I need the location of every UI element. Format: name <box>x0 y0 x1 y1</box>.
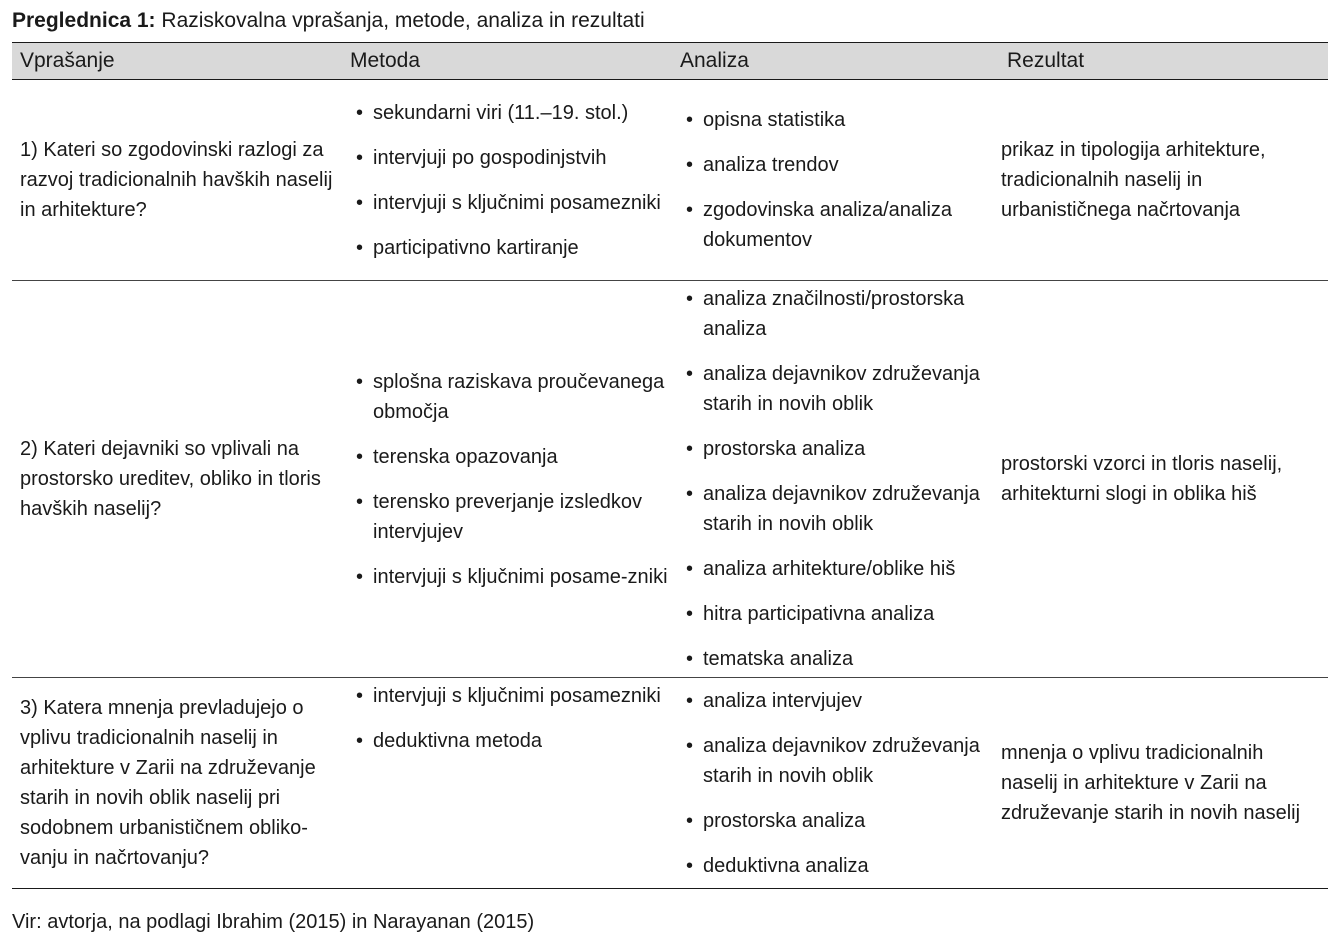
table-header-row <box>12 43 1328 80</box>
source-note: Vir: avtorja, na podlagi Ibrahim (2015) in Narayanan (2015) <box>12 911 535 933</box>
result-cell: mnenja o vplivu tradicionalnih naselij in arhitekture v Zarii na združevanje starih in novih naselij <box>1001 742 1301 824</box>
caption-text: Raziskovalna vprašanja, metode, analiza in rezultati <box>161 9 645 32</box>
header-result: Rezultat <box>1007 49 1085 72</box>
caption-label: Preglednica 1: <box>12 9 156 32</box>
list-item: • terenska opazovanja <box>350 442 672 472</box>
list-item: • participativno kartiranje <box>350 233 672 263</box>
analysis-cell <box>672 678 999 889</box>
list-item: • analiza dejavnikov združevanja starih in novih oblik <box>680 731 999 791</box>
list-item: • opisna statistika <box>680 105 999 135</box>
list-item: • zgodovinska analiza/analiza dokumentov <box>680 195 999 255</box>
method-list <box>350 678 672 759</box>
method-cell <box>342 678 672 889</box>
list-item: • terensko preverjanje izsledkov intervjujev <box>350 487 672 547</box>
list-item: • analiza značilnosti/prostorska analiza <box>680 284 999 344</box>
method-list <box>350 95 672 266</box>
list-item: • intervjuji s ključnimi posamezniki <box>350 681 672 711</box>
table-row <box>12 678 1328 889</box>
list-item: • intervjuji s ključnimi posame-zniki <box>350 562 672 592</box>
list-item: • intervjuji s ključnimi posamezniki <box>350 188 672 218</box>
header-method: Metoda <box>350 49 421 72</box>
list-item: • prostorska analiza <box>680 806 999 836</box>
method-list <box>350 364 672 595</box>
list-item: • deduktivna analiza <box>680 851 999 881</box>
list-item: • analiza intervjujev <box>680 686 999 716</box>
research-table <box>12 42 1328 889</box>
list-item: • intervjuji po gospodinjstvih <box>350 143 672 173</box>
question-cell: 1) Kateri so zgodovinski razlogi za razvoj tradicionalnih havških naselij in arhitekture? <box>20 139 333 221</box>
list-item: • analiza arhitekture/oblike hiš <box>680 554 999 584</box>
header-question: Vprašanje <box>20 49 115 72</box>
list-item: • analiza dejavnikov združevanja starih in novih oblik <box>680 479 999 539</box>
list-item: • splošna raziskava proučevanega območja <box>350 367 672 427</box>
result-cell: prostorski vzorci in tloris naselij, arhitekturni slogi in oblika hiš <box>1001 453 1283 505</box>
result-cell: prikaz in tipologija arhitekture, tradicionalnih naselij in urbanističnega načrtovanja <box>1001 139 1266 221</box>
analysis-cell <box>672 281 999 678</box>
list-item: • deduktivna metoda <box>350 726 672 756</box>
analysis-list <box>680 683 999 884</box>
question-cell: 3) Katera mnenja prevladujejo o vplivu tradicionalnih naselij in arhitekture v Zarii na združevanje starih in novih oblik naselij pri sodobnem urbanističnem obliko-vanju in načrtovanju? <box>20 697 316 869</box>
list-item: • tematska analiza <box>680 644 999 674</box>
list-item: • hitra participativna analiza <box>680 599 999 629</box>
analysis-list <box>680 281 999 677</box>
list-item: • prostorska analiza <box>680 434 999 464</box>
table-caption <box>12 7 645 35</box>
header-analysis: Analiza <box>680 49 749 72</box>
table-row <box>12 281 1328 678</box>
list-item: • analiza trendov <box>680 150 999 180</box>
method-cell <box>342 80 672 281</box>
question-cell: 2) Kateri dejavniki so vplivali na prostorsko ureditev, obliko in tloris havških naselij? <box>20 438 321 520</box>
table-row <box>12 80 1328 281</box>
analysis-cell <box>672 80 999 281</box>
analysis-list <box>680 102 999 258</box>
list-item: • sekundarni viri (11.–19. stol.) <box>350 98 672 128</box>
list-item: • analiza dejavnikov združevanja starih in novih oblik <box>680 359 999 419</box>
method-cell <box>342 281 672 678</box>
